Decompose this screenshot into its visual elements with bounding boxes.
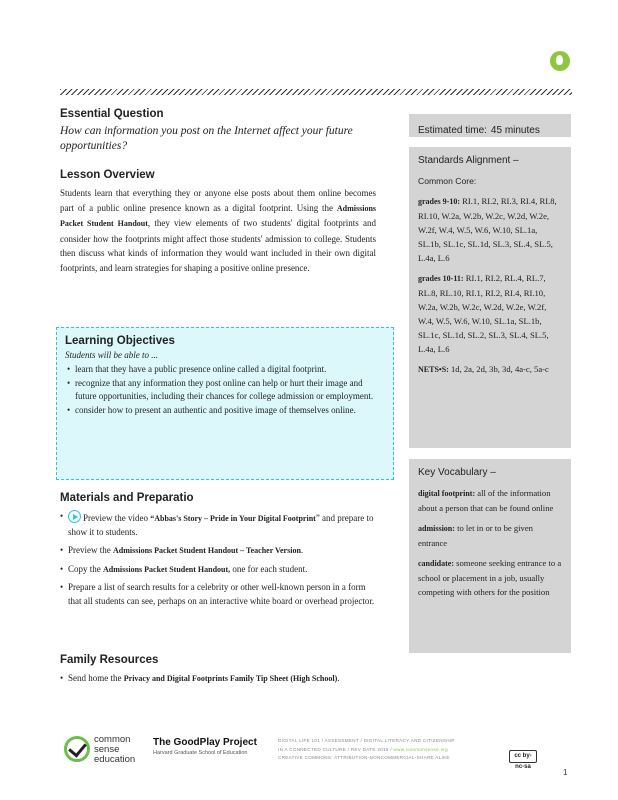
materials-item <box>60 544 378 558</box>
vocab-definition: someone seeking entrance to a school or placement in a job, usually competing with others for the position <box>418 558 562 597</box>
tip-sheet-link[interactable]: Privacy and Digital Footprints Family Tip Sheet (High School) <box>123 674 338 683</box>
objective-item: • consider how to present an authentic and positive image of themselves online. <box>65 404 385 417</box>
fine-print-text: IN A CONNECTED CULTURE / REV DATE 2015 / <box>278 746 394 752</box>
family-text: Send home the <box>68 673 124 683</box>
family-resources-heading: Family Resources <box>60 654 159 666</box>
grades-9-10 <box>418 194 562 265</box>
vocab-term: digital footprint: <box>418 489 476 498</box>
materials-item <box>60 510 378 539</box>
teacher-version-link[interactable]: Admissions Packet Student Handout – Teacher Version <box>113 546 301 555</box>
common-sense-logo-icon <box>64 736 90 762</box>
materials-text: Copy the <box>68 563 103 574</box>
decorative-border <box>60 89 572 95</box>
key-vocabulary-box <box>409 459 571 653</box>
lesson-overview-text <box>60 186 376 275</box>
play-video-icon[interactable] <box>68 510 81 523</box>
learning-objectives-sub: Students will be able to ... <box>65 350 158 360</box>
materials-section <box>60 492 378 613</box>
materials-text: . <box>300 545 304 555</box>
materials-heading: Materials and Preparatio <box>60 492 194 504</box>
fine-print-line <box>278 746 510 755</box>
materials-item <box>60 563 378 577</box>
materials-text: ” and prepare to show it to students. <box>68 513 374 537</box>
objective-item: • recognize that any information they post online can help or hurt their image and future opportunities, including their chances for college admission or employment. <box>65 377 385 403</box>
page-number: 1 <box>563 768 568 777</box>
materials-text: one for each student. <box>230 563 308 574</box>
family-resources-section <box>60 654 480 685</box>
grades-9-10-standards: RI.1, RI.2, RI.3, RI.4, RI.8, RI.10, W.2a, W.2b, W.2c, W.2d, W.2e, W.2f, W.4, W.5, W.6, W.10, SL.1a, SL.1b, SL.1c, SL.1d, SL.3, SL.4, SL.5, L.4a, L.6 <box>418 196 557 263</box>
vocab-item <box>418 486 562 515</box>
overview-text-part: , they view elements of two students' digital footprints and consider how the footprints might affect those students' admission to college. Students then discuss what kinds of information they would want included in their own digital footprints, and learn strategies for shaping a positive online presence. <box>60 218 376 273</box>
time-label: Estimated time: <box>418 125 487 136</box>
common-sense-wordmark <box>94 735 135 765</box>
materials-list <box>60 510 378 608</box>
essential-question-text: How can information you post on the Internet affect your future opportunities? <box>60 125 353 152</box>
footer-fine-print <box>278 737 510 763</box>
vocab-item <box>418 521 562 550</box>
grades-10-11-standards: RI.1, RI.2, RL.4, RL.7, RL.8, RL.10, RI.1, RI.2, RI.4, RI.10, W.2a, W.2b, W.2c, W.2d, W.2e, W.2f, W.4, W.5, W.6, W.10, SL.1a, SL.1b, SL.1c, SL.1d, SL.2, SL.3, SL.4, SL.5, L.4a, L.6 <box>418 273 549 354</box>
vocab-term: candidate: <box>418 559 454 568</box>
brand-logo-icon <box>550 51 570 71</box>
essential-question-heading: Essential Question <box>60 108 164 120</box>
family-list <box>60 672 480 685</box>
nets-values: 1d, 2a, 2d, 3b, 3d, 4a-c, 5a-c <box>450 364 549 374</box>
goodplay-title: The GoodPlay Project <box>153 737 257 748</box>
time-value: 45 minutes <box>490 125 540 136</box>
fine-print-line: DIGITAL LIFE 101 / ASSESSMENT / DIGITAL LITERACY AND CITIZENSHIP <box>278 738 455 743</box>
bullet: • <box>60 673 64 683</box>
student-handout-link[interactable]: Admissions Packet Student Handout, <box>103 564 231 574</box>
wordmark-line: common <box>94 734 131 745</box>
handout-link[interactable]: Admissions Packet Student Handout <box>60 203 376 228</box>
goodplay-subtitle: Harvard Graduate School of Education <box>153 750 248 756</box>
objectives-list <box>65 363 385 417</box>
wordmark-line: sense <box>94 744 120 755</box>
learning-objectives-box <box>56 327 394 480</box>
vocab-item <box>418 556 562 599</box>
website-link[interactable]: www.commonsense.org <box>393 746 448 752</box>
vocab-term: admission: <box>418 524 455 533</box>
materials-text: Preview the video <box>83 513 151 523</box>
estimated-time-box <box>409 114 571 137</box>
materials-text: Preview the <box>68 545 113 555</box>
lesson-overview-heading: Lesson Overview <box>60 169 155 181</box>
vocabulary-heading: Key Vocabulary – <box>418 467 496 478</box>
family-item <box>60 672 480 685</box>
goodplay-logo <box>153 737 257 756</box>
grades-10-11-label: grades 10-11: <box>418 274 464 283</box>
overview-text-part: Students learn that everything they or anyone else posts about them online becomes part of a public online presence known as a digital footprint. Using the <box>60 188 376 213</box>
grades-10-11 <box>418 271 562 356</box>
wordmark-line: education <box>94 754 136 765</box>
learning-objectives-heading: Learning Objectives <box>65 335 175 347</box>
common-core-label: Common Core: <box>418 176 477 186</box>
creative-commons-badge: cc by-nc-sa <box>509 750 537 763</box>
nets-standards <box>418 362 562 377</box>
family-text: . <box>337 673 340 683</box>
main-column <box>60 108 376 275</box>
vocab-definition: all of the information about a person that can be found online <box>418 488 554 513</box>
standards-box <box>409 147 571 448</box>
vocab-definition: to let in or to be given entrance <box>418 523 533 548</box>
materials-item: • Prepare a list of search results for a celebrity or other well-known person in a form that all students can see, perhaps on an interactive white board or overhead projector. <box>60 581 378 608</box>
grades-9-10-label: grades 9-10: <box>418 197 460 206</box>
standards-heading: Standards Alignment – <box>418 155 519 166</box>
video-link[interactable]: “Abbas's Story – Pride in Your Digital Footprint <box>150 514 316 523</box>
footer <box>60 736 580 776</box>
objective-item: • learn that they have a public presence online called a digital footprint. <box>65 363 385 376</box>
nets-label: NETS•S: <box>418 365 449 374</box>
fine-print-line: CREATIVE COMMONS: ATTRIBUTION-NONCOMMERCIAL-SHARE ALIKE <box>278 755 450 760</box>
